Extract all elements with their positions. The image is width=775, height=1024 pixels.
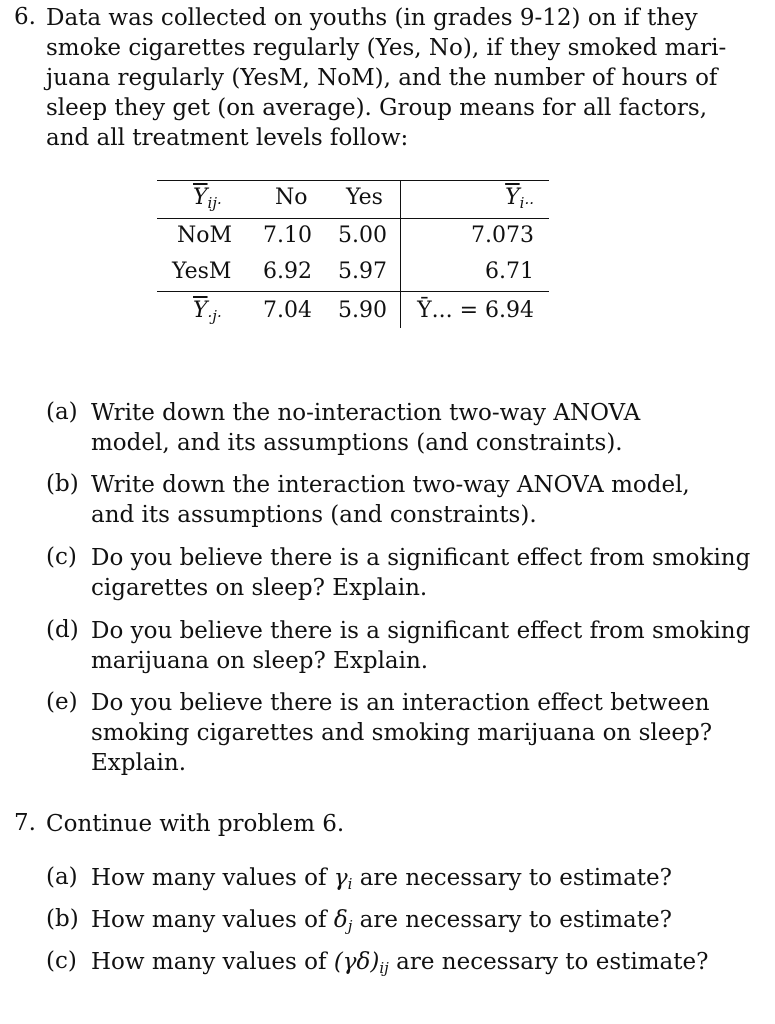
footer-cell-grand-mean: Ȳ... = 6.94 (417, 298, 534, 323)
part-6e-line-1: Do you believe there is an interaction effect between (91, 690, 710, 716)
part-7a-label: (a) (46, 864, 78, 890)
cell-nom-mean: 7.073 (471, 223, 534, 248)
part-7c-text: How many values of $(\gamma\delta)_{ij}$ are necessary to estimate? (91, 949, 709, 977)
part-7b-label: (b) (46, 906, 79, 932)
part-7c-label: (c) (46, 948, 77, 974)
cell-yesm-mean: 6.71 (485, 259, 534, 284)
part-7a-text: How many values of $\gamma_i$ are necessary to estimate? (91, 865, 672, 893)
part-6a-line-2: model, and its assumptions (and constraints). (91, 430, 623, 456)
problem-6-number: 6. (14, 4, 36, 30)
row-label-yesm: YesM (172, 259, 232, 284)
part-6c-line-1: Do you believe there is a significant effect from smoking (91, 545, 751, 571)
header-cell-no: No (275, 185, 308, 210)
footer-cell-mean-j: $\overline{Y}_{\cdot j\cdot}$ (193, 298, 222, 325)
footer-cell-no: 7.04 (263, 298, 312, 323)
table-header-rule (157, 218, 549, 219)
problem-6-line-5: and all treatment levels follow: (46, 125, 409, 151)
cell-yesm-no: 6.92 (263, 259, 312, 284)
part-6b-line-2: and its assumptions (and constraints). (91, 502, 537, 528)
part-6d-line-2: marijuana on sleep? Explain. (91, 648, 429, 674)
part-6a-label: (a) (46, 399, 78, 425)
table-top-rule (157, 180, 549, 181)
cell-yesm-yes: 5.97 (338, 259, 387, 284)
part-6b-line-1: Write down the interaction two-way ANOVA model, (91, 472, 690, 498)
part-6e-label: (e) (46, 689, 78, 715)
cell-nom-no: 7.10 (263, 223, 312, 248)
part-6c-line-2: cigarettes on sleep? Explain. (91, 575, 428, 601)
row-label-nom: NoM (177, 223, 233, 248)
table-vertical-rule (400, 180, 401, 328)
header-cell-mean-ij: $\overline{Y}_{ij\cdot}$ (193, 185, 222, 212)
part-6e-line-3: Explain. (91, 750, 187, 776)
header-cell-yes: Yes (346, 185, 383, 210)
problem-6-line-4: sleep they get (on average). Group means for all factors, (46, 95, 708, 121)
part-6a-line-1: Write down the no-interaction two-way ANOVA (91, 400, 641, 426)
part-6e-line-2: smoking cigarettes and smoking marijuana on sleep? (91, 720, 713, 746)
problem-7-number: 7. (14, 810, 36, 836)
problem-6-line-2: smoke cigarettes regularly (Yes, No), if they smoked mari- (46, 35, 727, 61)
problem-7-intro: Continue with problem 6. (46, 811, 345, 837)
part-6d-label: (d) (46, 617, 79, 643)
group-means-table (157, 180, 549, 328)
part-6b-label: (b) (46, 471, 79, 497)
part-7b-text: How many values of $\delta_j$ are necessary to estimate? (91, 907, 672, 935)
problem-6-line-3: juana regularly (YesM, NoM), and the number of hours of (46, 65, 718, 91)
footer-cell-yes: 5.90 (338, 298, 387, 323)
part-6c-label: (c) (46, 544, 77, 570)
table-footer-rule (157, 291, 549, 292)
problem-6-line-1: Data was collected on youths (in grades 9-12) on if they (46, 5, 698, 31)
part-6d-line-1: Do you believe there is a significant effect from smoking (91, 618, 751, 644)
cell-nom-yes: 5.00 (338, 223, 387, 248)
header-cell-mean-i: $\overline{Y}_{i\cdot\cdot}$ (505, 185, 534, 212)
